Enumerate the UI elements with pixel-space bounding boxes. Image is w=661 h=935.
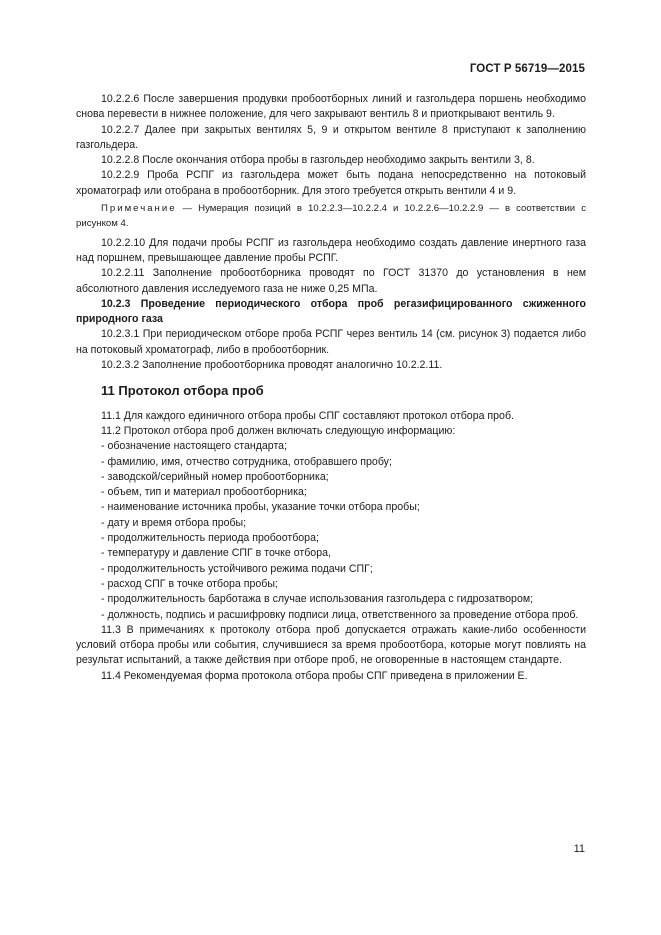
note-label: Примечание — [101, 203, 177, 215]
paragraph: 10.2.2.6 После завершения продувки пробоотборных линий и газгольдера поршень необходимо снова перевести в нижнее положение, для чего закрывают вентиль 8 и приоткрывают вентиль 9. — [76, 93, 586, 121]
list-item: - обозначение настоящего стандарта; — [101, 440, 288, 453]
paragraph: 10.2.3.1 При периодическом отборе проба РСПГ через вентиль 14 (см. рисунок 3) подается либо на потоковый хроматограф, либо в пробоотборник. — [76, 328, 586, 356]
list-item: - заводской/серийный номер пробоотборника; — [101, 470, 329, 483]
section-title-wrap — [76, 383, 586, 398]
note-paragraph — [76, 201, 586, 232]
document-body — [76, 92, 586, 684]
section-paragraphs — [76, 409, 586, 440]
paragraph: 11.4 Рекомендуемая форма протокола отбора пробы СПГ приведена в приложении Е. — [101, 669, 528, 682]
paragraph: 11.3 В примечаниях к протоколу отбора проб допускается отражать какие-либо особенности условий отбора пробы или события, случившиеся за время пробоотбора, которые могут повлиять на результат испытаний, а также действия при отборе проб, не оговоренные в настоящем стандарте. — [76, 623, 586, 667]
list-item: - объем, тип и материал пробоотборника; — [101, 486, 307, 499]
list-item: - температуру и давление СПГ в точке отбора, — [101, 547, 331, 560]
standard-header: ГОСТ Р 56719—2015 — [469, 63, 585, 75]
paragraph: 11.1 Для каждого единичного отбора пробы СПГ составляют протокол отбора проб. — [101, 409, 514, 422]
paragraph: 11.2 Протокол отбора проб должен включать следующую информацию: — [101, 424, 456, 437]
paragraph: 10.2.2.7 Далее при закрытых вентилях 5, 9 и открытом вентиле 8 приступают к заполнению газгольдера. — [76, 123, 586, 151]
paragraph: 10.2.2.9 Проба РСПГ из газгольдера может быть подана непосредственно на потоковый хроматограф или отобрана в пробоотборник. Для этого требуется открыть вентили 4 и 9. — [76, 169, 586, 197]
paragraph: 10.2.2.10 Для подачи пробы РСПГ из газгольдера необходимо создать давление инертного газа над поршнем, превышающее давление пробы РСПГ. — [76, 236, 586, 264]
closing-paragraphs — [76, 623, 586, 684]
list-item: - должность, подпись и расшифровку подписи лица, ответственного за проведение отбора проб. — [101, 608, 579, 621]
list-item: - расход СПГ в точке отбора пробы; — [101, 577, 278, 590]
list-item: - продолжительность барботажа в случае использования газгольдера с гидрозатвором; — [101, 593, 534, 606]
info-list — [76, 439, 586, 623]
list-item: - фамилию, имя, отчество сотрудника, отобравшего пробу; — [101, 455, 392, 468]
subsection-heading: 10.2.3 Проведение периодического отбора проб регазифицированного сжиженного природного газа — [76, 297, 586, 326]
paragraph: 10.2.3.2 Заполнение пробоотборника проводят аналогично 10.2.2.11. — [101, 359, 443, 372]
note-text: — Нумерация позиций в 10.2.2.3—10.2.2.4 и 10.2.2.6—10.2.2.9 — в соответствии с рисунком 4. — [76, 203, 586, 230]
page-number: 11 — [573, 843, 585, 855]
list-item: - продолжительность устойчивого режима подачи СПГ; — [101, 562, 373, 575]
section-title: 11 Протокол отбора проб — [101, 383, 264, 399]
paragraphs-top — [76, 92, 586, 199]
list-item: - дату и время отбора пробы; — [101, 516, 247, 529]
list-item: - наименование источника пробы, указание точки отбора пробы; — [101, 501, 420, 514]
paragraph: 10.2.2.8 После окончания отбора пробы в газгольдер необходимо закрыть вентили 3, 8. — [101, 154, 535, 167]
paragraph: 10.2.2.11 Заполнение пробоотборника проводят по ГОСТ 31370 до установления в нем абсолютного давления исследуемого газа не ниже 0,25 МПа. — [76, 267, 586, 295]
paragraphs-mid — [76, 236, 586, 374]
list-item: - продолжительность периода пробоотбора; — [101, 532, 319, 545]
note — [76, 201, 586, 232]
